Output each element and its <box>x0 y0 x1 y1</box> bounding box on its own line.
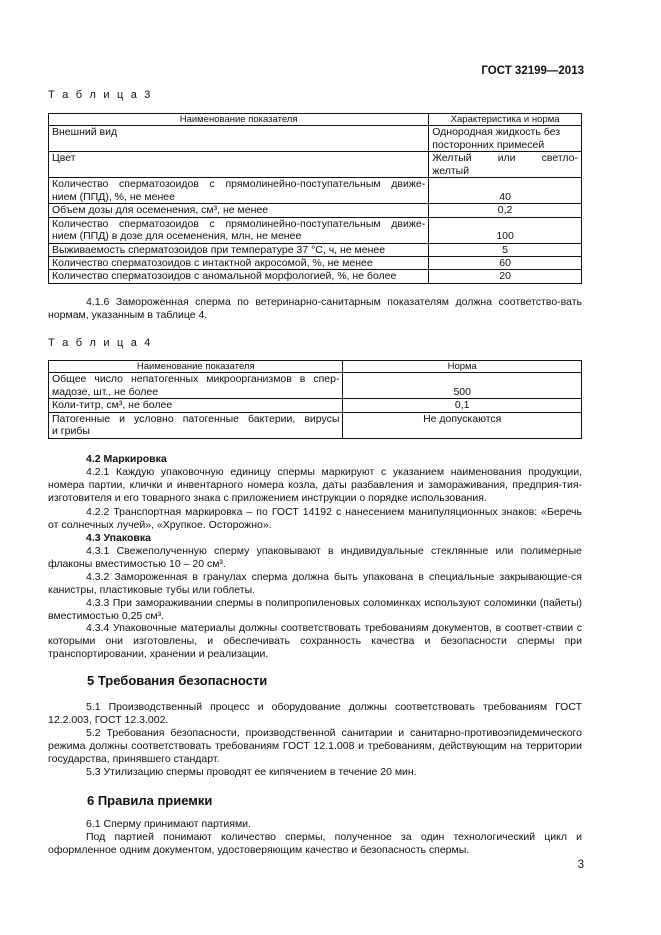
paragraph-4-1-6: 4.1.6 Замороженная сперма по ветеринарно-санитарным показателям должна соответство-вать нормам, указанным в таблице 4. <box>48 296 582 322</box>
paragraph-5-3: 5.3 Утилизацию спермы проводят ее кипячением в течение 20 мин. <box>86 766 417 778</box>
table3-cell-value: 60 <box>429 256 582 269</box>
table-row <box>49 373 582 399</box>
paragraph-6-1-definition: Под партией понимают количество спермы, полученное за один технологический цикл и оформленное одним документом, удостоверяющим качество и безопасность спермы. <box>48 831 582 857</box>
table-row <box>49 256 582 269</box>
table3-cell-value: Однородная жидкость без посторонних примесей <box>429 126 582 152</box>
paragraph-4-2-2: 4.2.2 Транспортная маркировка – по ГОСТ 14192 с нанесением манипуляционных знаков: «Беречь от солнечных лучей», «Хрупкое. Осторожно». <box>48 506 582 532</box>
table-row <box>49 152 582 178</box>
table3-caption: Т а б л и ц а 3 <box>48 89 153 101</box>
table3-cell-name: Количество сперматозоидов с аномальной морфологией, %, не более <box>49 270 429 283</box>
table4-cell-value: Не допускаются <box>343 412 582 438</box>
table4-cell-value: 0,1 <box>343 399 582 412</box>
table-row <box>49 126 582 152</box>
table3-cell-value: Желтый или светло- желтый <box>429 152 582 178</box>
table-row <box>49 270 582 283</box>
table3-cell-name: Объем дозы для осеменения, см³, не менее <box>49 204 429 217</box>
section-4-3-title: 4.3 Упаковка <box>86 532 151 544</box>
table4-header-name: Наименование показателя <box>49 361 343 373</box>
page-number: 3 <box>577 859 584 871</box>
table-row <box>49 243 582 256</box>
table3-header-name: Наименование показателя <box>49 114 429 126</box>
table-row <box>49 178 582 204</box>
table3-cell-value: 20 <box>429 270 582 283</box>
table3-header-value: Характеристика и норма <box>429 114 582 126</box>
table4-cell-name: Общее число непатогенных микроорганизмов в спер- мадозе, шт., не более <box>49 373 343 399</box>
table4-cell-value: 500 <box>343 373 582 399</box>
table3-cell-value: 0,2 <box>429 204 582 217</box>
table3-cell-name: Внешний вид <box>49 126 429 152</box>
paragraph-4-3-1: 4.3.1 Свежеполученную сперму упаковывают в индивидуальные стеклянные или полимерные флаконы вместимостью 10 – 20 см³. <box>48 545 582 571</box>
table-row <box>49 412 582 438</box>
table3-cell-name: Количество сперматозоидов с прямолинейно-поступательным движе- нием (ППД) в дозе для осеменения, млн, не менее <box>49 217 429 243</box>
table4-header-value: Норма <box>343 361 582 373</box>
table4 <box>48 360 582 439</box>
table4-cell-name: Коли-титр, см³, не более <box>49 399 343 412</box>
paragraph-5-2: 5.2 Требования безопасности, производственной санитарии и санитарно-противоэпидемического режима должны соответствовать требованиям ГОСТ 12.1.008 и требованиям, действующим на территории государства, принявшего стандарт. <box>48 727 582 766</box>
paragraph-4-3-3: 4.3.3 При замораживании спермы в полипропиленовых соломинках используют соломинки (пайеты) вместимостью 0,25 см³. <box>48 597 582 623</box>
section-6-title: 6 Правила приемки <box>87 793 213 808</box>
table-row <box>49 217 582 243</box>
paragraph-4-3-2: 4.3.2 Замороженная в гранулах сперма должна быть упакована в специальные закрывающие-ся канистры, пластиковые тубы или гоблеты. <box>48 571 582 597</box>
paragraph-5-1: 5.1 Производственный процесс и оборудование должны соответствовать требованиям ГОСТ 12.2.003, ГОСТ 12.3.002. <box>48 701 582 727</box>
table3-cell-value: 100 <box>429 217 582 243</box>
table3-cell-name: Выживаемость сперматозоидов при температуре 37 °С, ч, не менее <box>49 243 429 256</box>
table4-cell-name: Патогенные и условно патогенные бактерии, вирусы и грибы <box>49 412 343 438</box>
document-code: ГОСТ 32199—2013 <box>481 65 584 77</box>
paragraph-6-1: 6.1 Сперму принимают партиями. <box>86 818 251 830</box>
table-row <box>49 204 582 217</box>
table3-cell-value: 5 <box>429 243 582 256</box>
section-4-2-title: 4.2 Маркировка <box>86 453 167 465</box>
paragraph-4-3-4: 4.3.4 Упаковочные материалы должны соответствовать требованиям документов, в соответ-ствии с которыми они изготовлены, и обеспечивать сохранность качества и безопасности спермы при транспортировании, хранении и реализации. <box>48 622 582 661</box>
section-5-title: 5 Требования безопасности <box>87 673 268 688</box>
table3-cell-name: Цвет <box>49 152 429 178</box>
paragraph-4-2-1: 4.2.1 Каждую упаковочную единицу спермы маркируют с указанием наименования продукции, номера партии, клички и инвентарного номера козла, даты разбавления и замораживания, предприя-тия-изготовителя и его товарного знака с приложением инструкции о порядке использования. <box>48 466 582 505</box>
table-row <box>49 399 582 412</box>
table3-cell-value: 40 <box>429 178 582 204</box>
table3-cell-name: Количество сперматозоидов с прямолинейно-поступательным движе- нием (ППД), %, не менее <box>49 178 429 204</box>
table4-caption: Т а б л и ц а 4 <box>48 337 153 349</box>
table3-cell-name: Количество сперматозоидов с интактной акросомой, %, не менее <box>49 256 429 269</box>
table3 <box>48 113 582 284</box>
